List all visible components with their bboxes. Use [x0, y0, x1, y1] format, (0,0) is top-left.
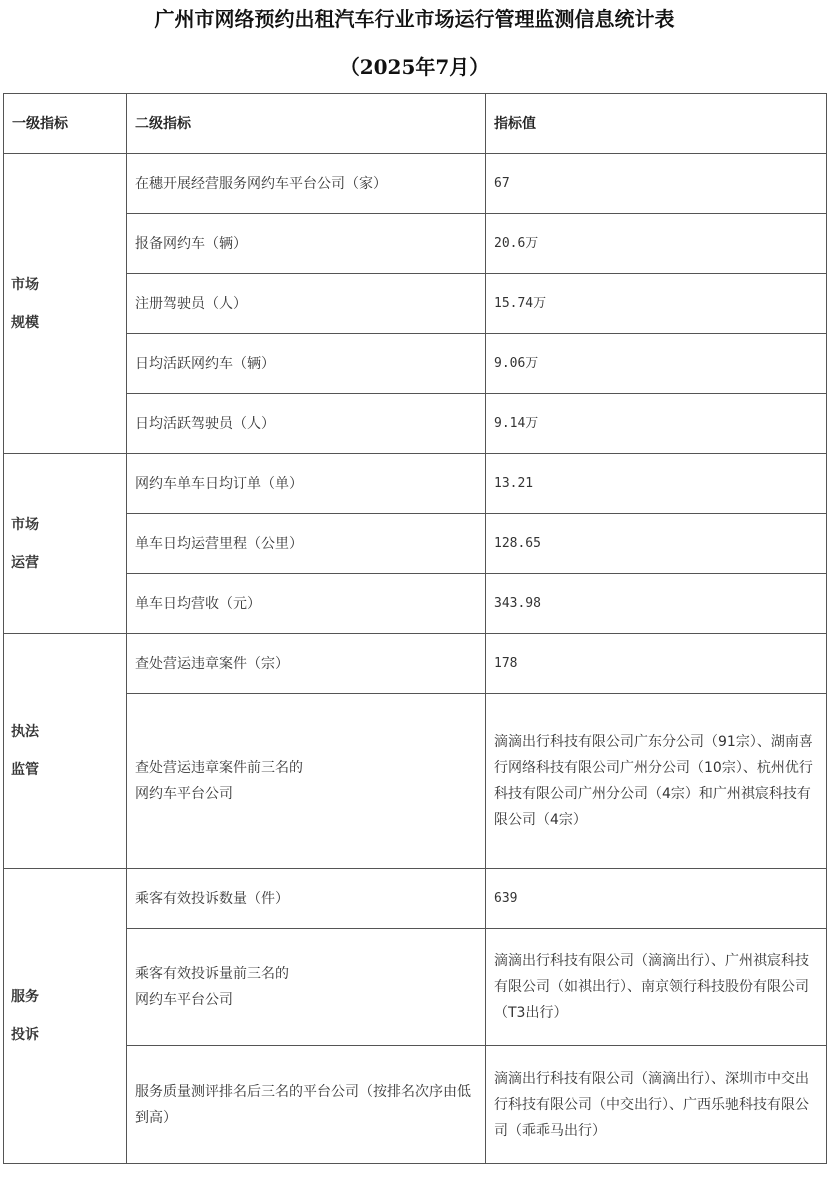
indicator-cell: 乘客有效投诉数量（件）	[127, 869, 486, 929]
value-cell: 滴滴出行科技有限公司（滴滴出行）、广州祺宸科技有限公司（如祺出行）、南京领行科技股份有限公司（T3出行）	[486, 929, 827, 1046]
level1-label-line1: 执法	[11, 724, 39, 740]
value-cell: 67	[486, 154, 827, 214]
level1-market-scale	[4, 154, 127, 454]
value-cell: 13.21	[486, 454, 827, 514]
indicator-cell: 服务质量测评排名后三名的平台公司（按排名次序由低到高）	[127, 1046, 486, 1164]
table-row	[4, 634, 827, 694]
table-row	[4, 394, 827, 454]
value-cell: 20.6万	[486, 214, 827, 274]
level1-label-line2: 规模	[11, 314, 39, 331]
page-subtitle: （2025年7月）	[339, 55, 490, 79]
table-row	[4, 574, 827, 634]
value-cell: 178	[486, 634, 827, 694]
table-row	[4, 1046, 827, 1164]
indicator-cell: 单车日均营收（元）	[127, 574, 486, 634]
level1-service-complaints	[4, 869, 127, 1164]
table-row	[4, 929, 827, 1046]
table-row	[4, 274, 827, 334]
value-cell: 343.98	[486, 574, 827, 634]
statistics-table	[3, 93, 827, 1164]
indicator-cell: 报备网约车（辆）	[127, 214, 486, 274]
indicator-cell	[127, 694, 486, 869]
indicator-cell: 查处营运违章案件（宗）	[127, 634, 486, 694]
header-value: 指标值	[486, 94, 827, 154]
value-cell: 15.74万	[486, 274, 827, 334]
table-row	[4, 869, 827, 929]
table-row	[4, 334, 827, 394]
header-level2: 二级指标	[127, 94, 486, 154]
value-cell: 滴滴出行科技有限公司（滴滴出行）、深圳市中交出行科技有限公司（中交出行）、广西乐驰科技有限公司（乖乖马出行）	[486, 1046, 827, 1164]
indicator-cell: 单车日均运营里程（公里）	[127, 514, 486, 574]
table-header-row	[4, 94, 827, 154]
level1-market-operation	[4, 454, 127, 634]
level1-label-line2: 投诉	[11, 1027, 39, 1043]
indicator-line2: 网约车平台公司	[135, 992, 233, 1008]
indicator-line1: 乘客有效投诉量前三名的	[135, 966, 289, 982]
indicator-cell: 在穗开展经营服务网约车平台公司（家）	[127, 154, 486, 214]
value-cell: 128.65	[486, 514, 827, 574]
value-cell: 9.14万	[486, 394, 827, 454]
indicator-cell: 日均活跃网约车（辆）	[127, 334, 486, 394]
value-cell: 滴滴出行科技有限公司广东分公司（91宗）、湖南喜行网络科技有限公司广州分公司（10宗）、杭州优行科技有限公司广州分公司（4宗）和广州祺宸科技有限公司（4宗）	[486, 694, 827, 869]
page-title: 广州市网络预约出租汽车行业市场运行管理监测信息统计表	[154, 7, 675, 31]
table-row	[4, 694, 827, 869]
indicator-cell: 网约车单车日均订单（单）	[127, 454, 486, 514]
table-row	[4, 154, 827, 214]
indicator-cell: 注册驾驶员（人）	[127, 274, 486, 334]
header-level1: 一级指标	[4, 94, 127, 154]
level1-label-line2: 监管	[11, 762, 39, 778]
value-cell: 639	[486, 869, 827, 929]
table-row	[4, 514, 827, 574]
level1-enforcement	[4, 634, 127, 869]
table-row	[4, 454, 827, 514]
indicator-cell: 日均活跃驾驶员（人）	[127, 394, 486, 454]
level1-label-line1: 市场	[11, 516, 39, 533]
level1-label-line1: 市场	[11, 276, 39, 293]
indicator-line1: 查处营运违章案件前三名的	[135, 760, 303, 776]
indicator-cell	[127, 929, 486, 1046]
table-row	[4, 214, 827, 274]
level1-label-line1: 服务	[11, 989, 39, 1005]
level1-label-line2: 运营	[11, 554, 39, 571]
indicator-line2: 网约车平台公司	[135, 786, 233, 802]
value-cell: 9.06万	[486, 334, 827, 394]
